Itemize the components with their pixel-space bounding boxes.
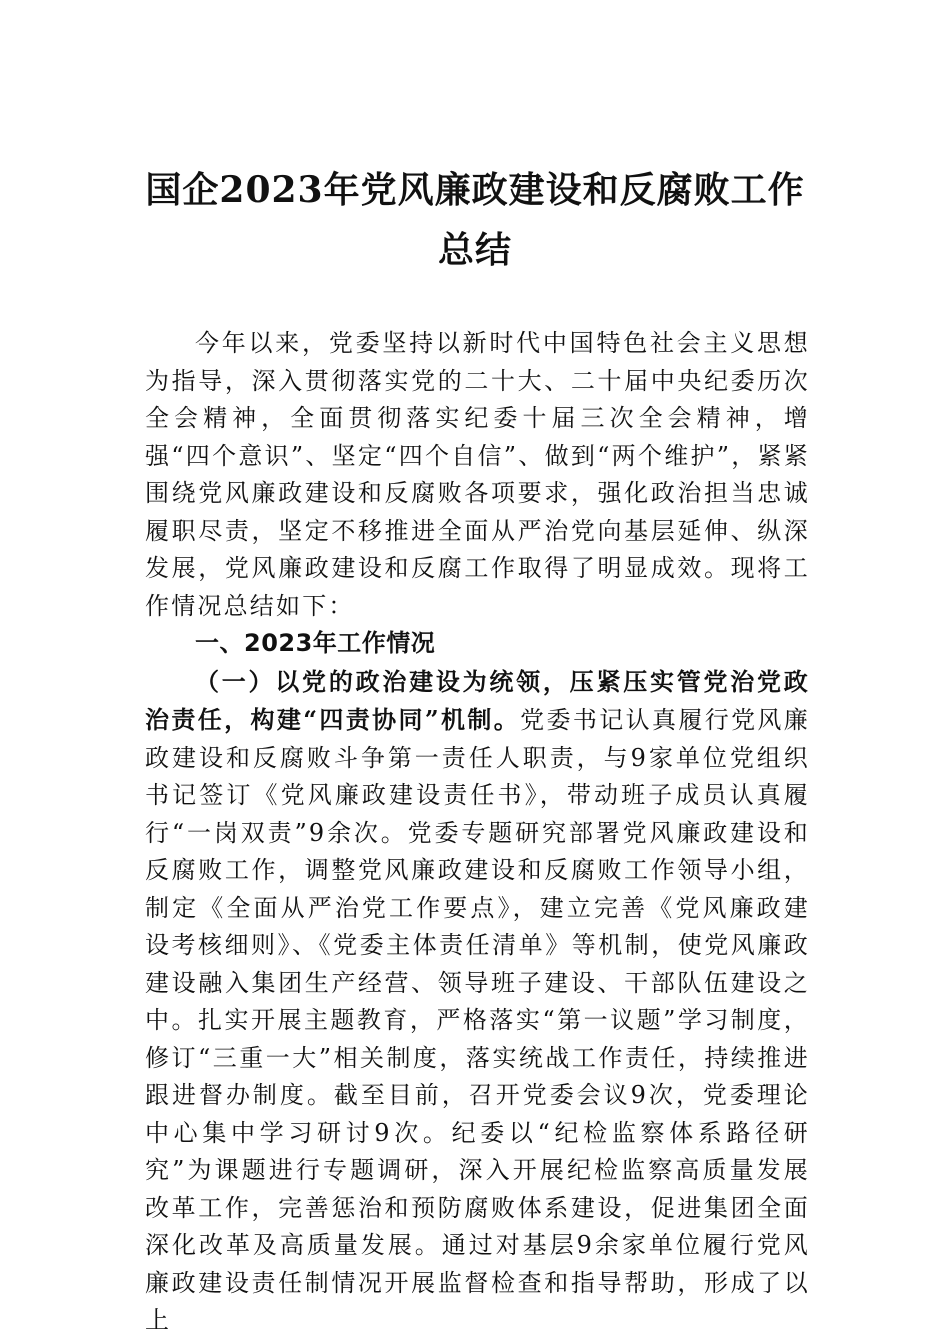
document-title: 国企2023年党风廉政建设和反腐败工作总结 — [145, 169, 805, 271]
intro-paragraph: 今年以来，党委坚持以新时代中国特色社会主义思想为指导，深入贯彻落实党的二十大、二十届中央纪委历次全会精神，全面贯彻落实纪委十届三次全会精神，增强“四个意识”、坚定“四个自信”、做到“两个维护”，紧紧围绕党风廉政建设和反腐败各项要求，强化政治担当忠诚履职尽责，坚定不移推进全面从严治党向基层延伸、纵深发展，党风廉政建设和反腐工作取得了明显成效。现将工作情况总结如下： — [145, 329, 810, 620]
section-heading: 一、2023年工作情况 — [195, 629, 436, 657]
section-paragraph — [145, 663, 810, 1340]
document-body — [145, 325, 810, 1340]
paragraph-body-text: 党委书记认真履行党风廉政建设和反腐败斗争第一责任人职责，与9家单位党组织书记签订《党风廉政建设责任书》，带动班子成员认真履行“一岗双责”9余次。党委专题研究部署党风廉政建设和反腐败工作，调整党风廉政建设和反腐败工作领导小组，制定《全面从严治党工作要点》，建立完善《党风廉政建设考核细则》、《党委主体责任清单》等机制，使党风廉政建设融入集团生产经营、领导班子建设、干部队伍建设之中。扎实开展主题教育，严格落实“第一议题”学习制度，修订“三重一大”相关制度，落实统战工作责任，持续推进跟进督办制度。截至目前，召开党委会议9次，党委理论中心集中学习研讨9次。纪委以“纪检监察体系路径研究”为课题进行专题调研，深入开展纪检监察高质量发展改革工作，完善惩治和预防腐败体系建设，促进集团全面深化改革及高质量发展。通过对基层9余家单位履行党风廉政建设责任制情况开展监督检查和指导帮助，形成了以上 — [145, 706, 810, 1334]
paragraph-lead-sentence: （一）以党的政治建设为统领，压紧压实管党治党政治责任，构建“四责协同”机制。 — [145, 666, 810, 734]
